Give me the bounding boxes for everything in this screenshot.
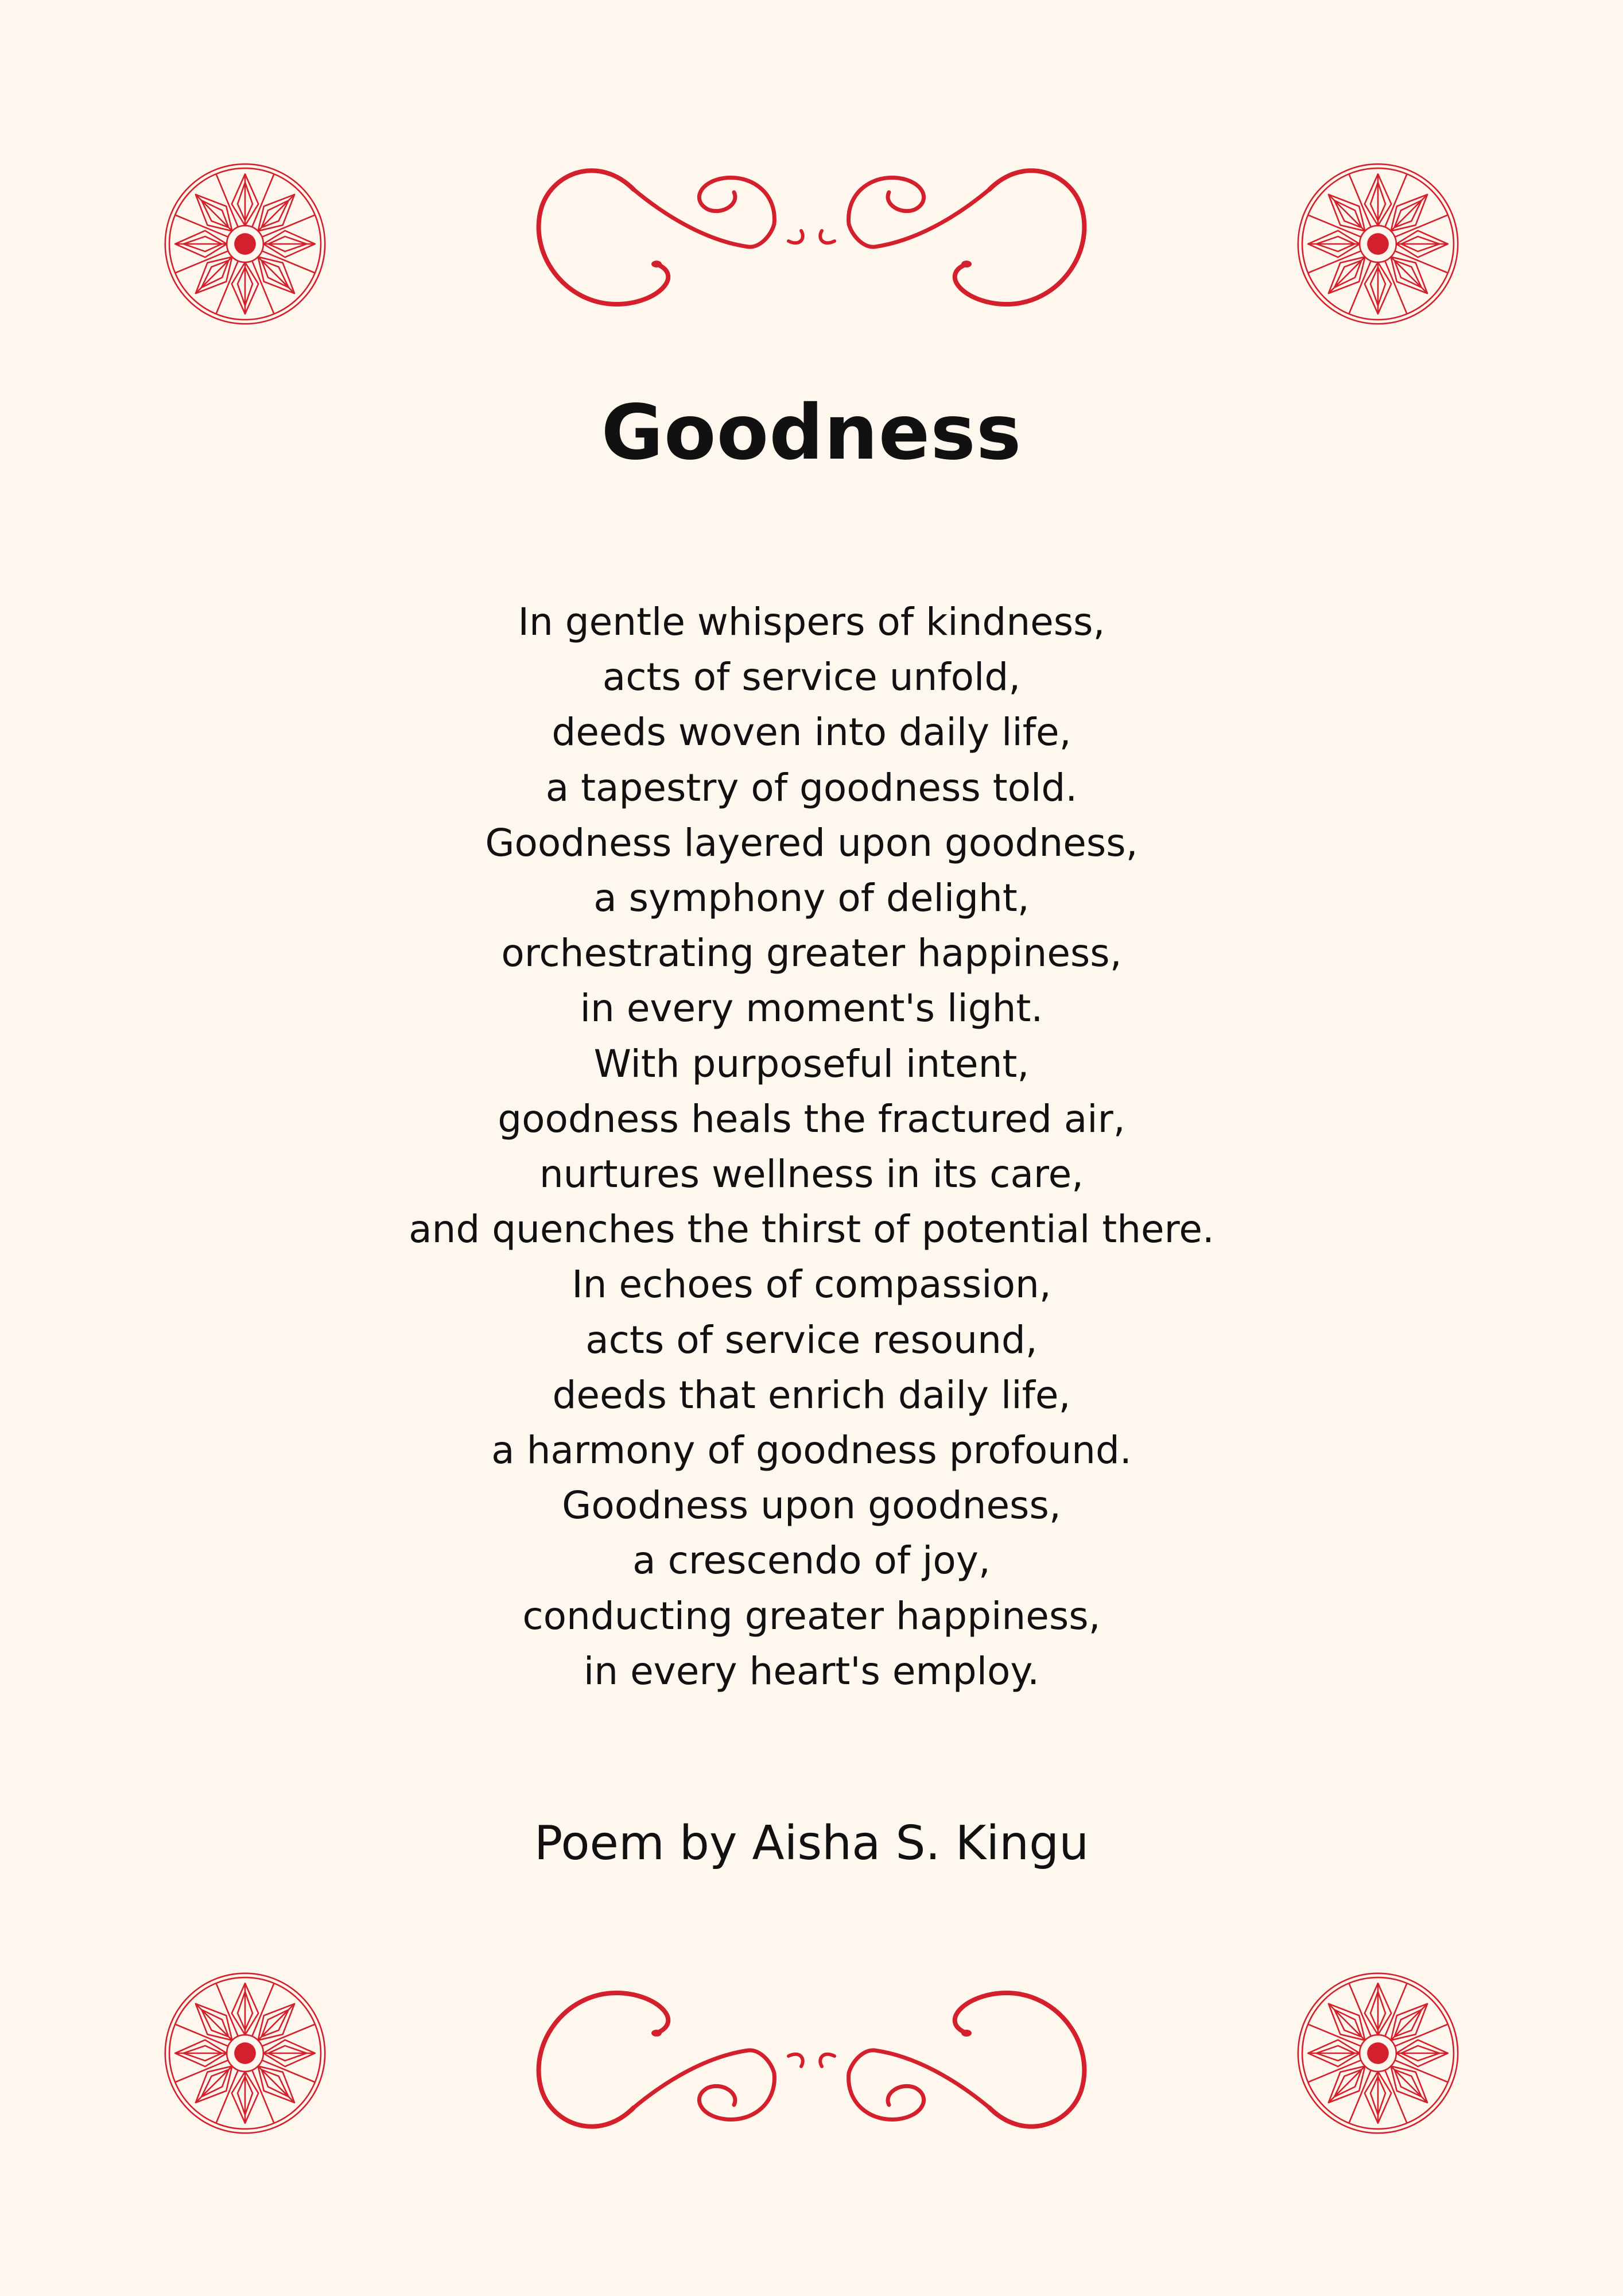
poem-line: nurtures wellness in its care, bbox=[539, 1152, 1084, 1197]
poem-line: conducting greater happiness, bbox=[522, 1593, 1101, 1638]
poem-line: In echoes of compassion, bbox=[572, 1262, 1051, 1307]
poem-line: in every heart's employ. bbox=[583, 1649, 1040, 1693]
poem-line: acts of service resound, bbox=[585, 1317, 1038, 1362]
poem-body bbox=[0, 595, 1623, 1699]
poem-line: Goodness upon goodness, bbox=[562, 1483, 1061, 1528]
poem-line: and quenches the thirst of potential there. bbox=[409, 1207, 1214, 1252]
rosette-icon bbox=[1295, 1970, 1461, 2136]
poem-line: acts of service unfold, bbox=[602, 655, 1021, 700]
poem-line: a symphony of delight, bbox=[593, 876, 1030, 921]
poem-line: orchestrating greater happiness, bbox=[501, 931, 1122, 976]
poem-title: Goodness bbox=[601, 389, 1022, 477]
poem-line: in every moment's light. bbox=[580, 986, 1043, 1031]
rosette-icon bbox=[162, 161, 328, 327]
poem-author: Poem by Aisha S. Kingu bbox=[534, 1816, 1089, 1871]
poem-line: a tapestry of goodness told. bbox=[545, 765, 1078, 810]
poem-line: deeds woven into daily life, bbox=[552, 710, 1071, 755]
flourish-icon bbox=[519, 1970, 1104, 2136]
poem-line: a crescendo of joy, bbox=[632, 1538, 991, 1583]
poem-line: deeds that enrich daily life, bbox=[552, 1372, 1071, 1417]
rosette-icon bbox=[1295, 161, 1461, 327]
rosette-icon bbox=[162, 1970, 328, 2136]
poem-line: goodness heals the fractured air, bbox=[498, 1096, 1125, 1141]
poem-line: With purposeful intent, bbox=[593, 1041, 1030, 1086]
poem-line: In gentle whispers of kindness, bbox=[518, 600, 1105, 644]
poem-line: Goodness layered upon goodness, bbox=[485, 820, 1138, 865]
flourish-icon bbox=[519, 161, 1104, 327]
poem-line: a harmony of goodness profound. bbox=[491, 1428, 1132, 1473]
